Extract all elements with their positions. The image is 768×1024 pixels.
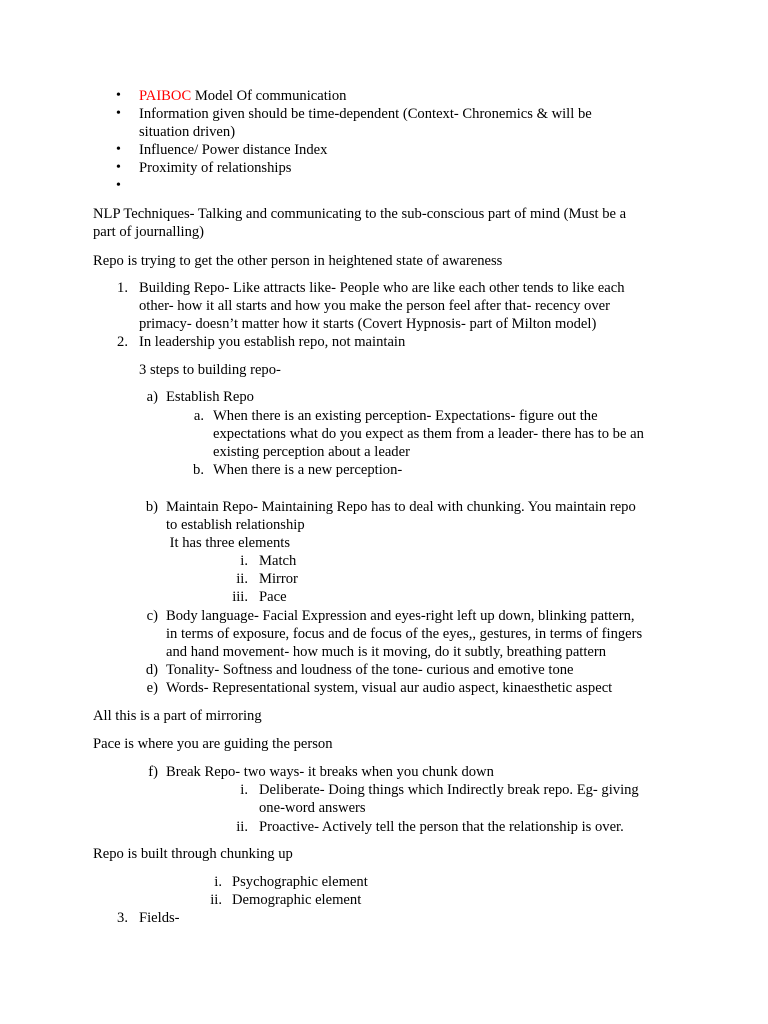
pace-paragraph: Pace is where you are guiding the person	[93, 736, 333, 752]
list-marker: a)	[146, 389, 158, 405]
list-marker: a.	[193, 408, 204, 424]
element-mirror: Mirror	[259, 571, 298, 587]
list-marker: i.	[240, 782, 248, 798]
break-proactive: Proactive- Actively tell the person that the relationship is over.	[259, 819, 624, 835]
list-marker: ii.	[236, 819, 248, 835]
list-item-leadership: In leadership you establish repo, not maintain	[139, 334, 406, 350]
list-marker: iii.	[232, 589, 248, 605]
mirroring-paragraph: All this is a part of mirroring	[93, 708, 262, 724]
bullet-dot: •	[116, 160, 121, 175]
list-marker: d)	[145, 662, 158, 678]
sub-item-existing-perception-cont2: existing perception about a leader	[213, 444, 410, 460]
sub-item-new-perception: When there is a new perception-	[213, 462, 403, 478]
bullet-text: Model Of communication	[191, 88, 347, 104]
nlp-paragraph-line2: part of journalling)	[93, 224, 205, 240]
element-pace: Pace	[259, 589, 287, 605]
bullet-dot: •	[116, 106, 121, 121]
break-deliberate: Deliberate- Doing things which Indirectly break repo. Eg- giving	[259, 782, 639, 798]
element-psychographic: Psychographic element	[232, 874, 368, 890]
list-marker: e)	[146, 680, 158, 696]
list-marker: c)	[146, 608, 158, 624]
list-item-body-language: Body language- Facial Expression and eyes-right left up down, blinking pattern,	[166, 608, 635, 624]
list-item-break-repo: Break Repo- two ways- it breaks when you chunk down	[166, 764, 494, 780]
list-item-body-language-cont2: and hand movement- how much is it moving, do it subtly, breathing pattern	[166, 644, 607, 660]
list-marker: 2.	[117, 334, 128, 350]
bullet-item-information: Information given should be time-dependent (Context- Chronemics & will be	[139, 106, 592, 122]
bullet-item-information-cont: situation driven)	[139, 124, 236, 140]
list-marker: 3.	[117, 910, 128, 926]
element-demographic: Demographic element	[232, 892, 362, 908]
sub-item-existing-perception-cont1: expectations what do you expect as them from a leader- there has to be an	[213, 426, 644, 442]
bullet-dot: •	[116, 142, 121, 157]
list-marker: 1.	[117, 280, 128, 296]
list-marker: ii.	[210, 892, 222, 908]
list-marker: ii.	[236, 571, 248, 587]
list-item-maintain-repo: Maintain Repo- Maintaining Repo has to deal with chunking. You maintain repo	[166, 499, 636, 515]
chunking-paragraph: Repo is built through chunking up	[93, 846, 293, 862]
bullet-item-proximity: Proximity of relationships	[139, 160, 292, 176]
bullet-dot: •	[116, 88, 121, 103]
repo-intro-paragraph: Repo is trying to get the other person in heightened state of awareness	[93, 253, 503, 269]
list-marker: f)	[148, 764, 158, 780]
list-item-body-language-cont1: in terms of exposure, focus and de focus of the eyes,, gestures, in terms of fingers	[166, 626, 643, 642]
list-item-words: Words- Representational system, visual aur audio aspect, kinaesthetic aspect	[166, 680, 613, 696]
paiboc-highlight: PAIBOC	[139, 88, 192, 104]
steps-heading: 3 steps to building repo-	[139, 362, 281, 378]
list-item-building-repo-cont1: other- how it all starts and how you make the person feel after that- recency over	[139, 298, 610, 314]
list-item-fields: Fields-	[139, 910, 180, 926]
list-marker: i.	[240, 553, 248, 569]
three-elements-text: It has three elements	[166, 535, 290, 551]
nlp-paragraph-line1: NLP Techniques- Talking and communicating to the sub-conscious part of mind (Must be a	[93, 206, 627, 222]
list-item-building-repo: Building Repo- Like attracts like- People who are like each other tends to like each	[139, 280, 625, 296]
sub-item-existing-perception: When there is an existing perception- Expectations- figure out the	[213, 408, 598, 424]
list-item-maintain-repo-cont: to establish relationship	[166, 517, 305, 533]
list-marker: b)	[145, 499, 158, 515]
break-deliberate-cont: one-word answers	[259, 800, 366, 816]
list-item-tonality: Tonality- Softness and loudness of the tone- curious and emotive tone	[166, 662, 574, 678]
bullet-item-paiboc	[139, 87, 346, 105]
list-marker: b.	[193, 462, 204, 478]
element-match: Match	[259, 553, 297, 569]
list-item-building-repo-cont2: primacy- doesn’t matter how it starts (Covert Hypnosis- part of Milton model)	[139, 316, 597, 332]
list-item-establish-repo: Establish Repo	[166, 389, 254, 405]
list-marker: i.	[214, 874, 222, 890]
bullet-item-influence: Influence/ Power distance Index	[139, 142, 328, 158]
bullet-dot-empty: •	[116, 178, 121, 193]
